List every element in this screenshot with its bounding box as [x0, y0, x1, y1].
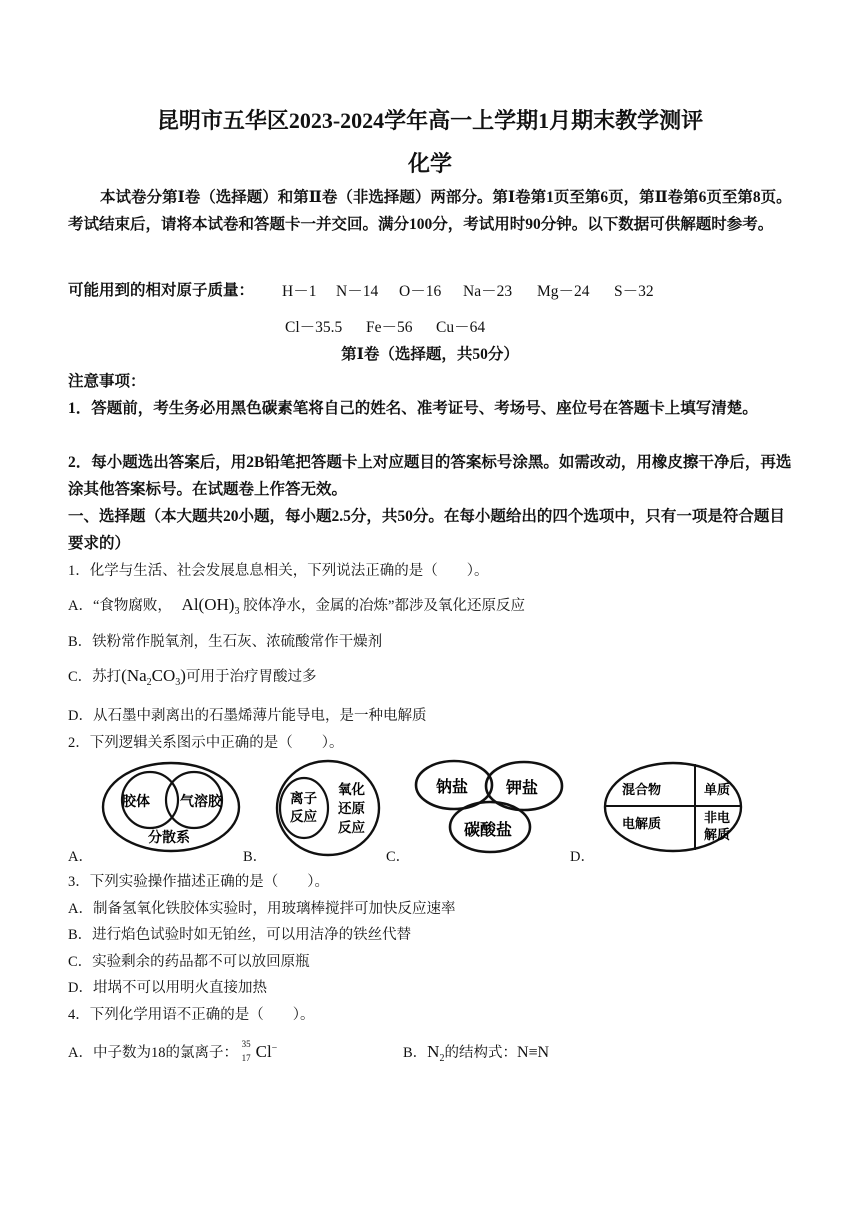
atomic-mass-fe: Fe－56	[366, 319, 413, 336]
atomic-mass-na: Na－23	[463, 283, 513, 300]
q1-c-formula-mid: CO	[151, 666, 176, 685]
diagram-d-bottom-right-line1: 非电	[704, 811, 731, 826]
diagram-a-right-label: 气溶胶	[180, 794, 222, 810]
note-2: 2．每小题选出答案后，用2B铅笔把答题卡上对应题目的答案标号涂黑。如需改动，用橡皮擦干净后，再选涂其他答案标号。在试题卷上作答无效。	[68, 454, 792, 498]
q4-a-isotope-numbers	[241, 1038, 256, 1064]
q3-stem: 3．下列实验操作描述正确的是（ ）。	[68, 874, 329, 890]
diagram-b-outer-line2: 还原	[338, 801, 365, 817]
q1-option-b: B．铁粉常作脱氧剂，生石灰、浓硫酸常作干燥剂	[68, 634, 383, 650]
note-1: 1．答题前，考生务必用黑色碳素笔将自己的姓名、准考证号、考场号、座位号在答题卡上填写清楚。	[68, 400, 758, 417]
intro-paragraph: 本试卷分第Ⅰ卷（选择题）和第Ⅱ卷（非选择题）两部分。第Ⅰ卷第1页至第6页，第Ⅱ卷第6页至第8页。考试结束后，请将本试卷和答题卡一并交回。满分100分，考试用时90分钟。以下数据可供解题时参考。	[68, 189, 792, 233]
q3-option-b: B．进行焰色试验时如无铂丝，可以用洁净的铁丝代替	[68, 927, 412, 943]
q4-a-atomic-number: 17	[241, 1052, 251, 1063]
atomic-mass-n: N－14	[336, 283, 379, 300]
q1-a-formula: Al(OH)	[181, 595, 235, 614]
q2-option-c-label: C．	[386, 849, 411, 865]
diagram-b-inner-line1: 离子	[290, 791, 317, 807]
diagram-d-bottom-left-label: 电解质	[622, 817, 662, 832]
q3-option-a: A．制备氢氧化铁胶体实验时，用玻璃棒搅拌可加快反应速率	[68, 901, 456, 917]
diagram-c-top-left-label: 钠盐	[436, 777, 469, 796]
q4-b-subscript: 2	[439, 1052, 445, 1064]
q1-a-prefix: A．“食物腐败，	[68, 598, 172, 614]
diagram-d	[602, 760, 744, 854]
q1-c-sub2: 3	[175, 676, 181, 688]
diagram-c	[412, 755, 568, 857]
q4-a-charge: −	[271, 1043, 278, 1055]
q2-stem: 2．下列逻辑关系图示中正确的是（ ）。	[68, 735, 344, 751]
section1-heading: 第Ⅰ卷（选择题，共50分）	[341, 346, 519, 363]
q2-option-a-label: A．	[68, 849, 93, 865]
atomic-mass-mg: Mg－24	[537, 283, 590, 300]
diagram-a	[100, 760, 242, 856]
q4-stem: 4．下列化学用语不正确的是（ ）。	[68, 1007, 315, 1023]
exam-title: 昆明市五华区2023-2024学年高一上学期1月期末教学测评	[156, 108, 704, 133]
atomic-mass-cu: Cu－64	[436, 319, 486, 336]
q2-option-b-label: B．	[243, 849, 268, 865]
diagram-b-outer-line1: 氧化	[338, 782, 365, 798]
q4-b-prefix: B．	[403, 1045, 428, 1061]
q1-option-a	[68, 594, 525, 617]
q4-b-middle: 的结构式：	[444, 1045, 517, 1061]
q1-option-d: D．从石墨中剥离出的石墨烯薄片能导电，是一种电解质	[68, 708, 427, 724]
q4-a-prefix: A．中子数为18的氯离子：	[68, 1045, 238, 1061]
q1-c-sub1: 2	[146, 676, 152, 688]
atomic-mass-o: O－16	[399, 283, 442, 300]
diagram-b-inner-line2: 反应	[290, 809, 317, 825]
atomic-mass-cl: Cl－35.5	[285, 319, 343, 336]
diagram-c-bottom-label: 碳酸盐	[464, 820, 513, 839]
diagram-c-top-right-label: 钾盐	[506, 778, 539, 797]
q3-option-c: C．实验剩余的药品都不可以放回原瓶	[68, 954, 310, 970]
q4-option-a	[68, 1038, 278, 1064]
diagram-b-inner-ellipse	[280, 778, 328, 838]
q1-c-formula-close: )	[180, 666, 186, 685]
diagram-a-left-label: 胶体	[122, 794, 150, 810]
q1-option-c	[68, 665, 316, 688]
part-one-title: 一、选择题（本大题共20小题，每小题2.5分，共50分。在每小题给出的四个选项中，只有一项是符合题目要求的）	[68, 508, 785, 552]
q1-c-suffix: 可用于治疗胃酸过多	[185, 669, 317, 685]
q3-option-d: D．坩埚不可以用明火直接加热	[68, 980, 267, 996]
atomic-mass-h: H－1	[282, 283, 317, 300]
q4-b-structure: N≡N	[516, 1044, 550, 1061]
q4-b-formula: N	[427, 1042, 440, 1061]
diagram-b-outer-line3: 反应	[338, 820, 365, 836]
diagram-a-outer-label: 分散系	[148, 830, 190, 846]
diagram-d-bottom-right-line2: 解质	[704, 828, 731, 843]
subject-title: 化学	[407, 151, 452, 176]
notes-title: 注意事项：	[68, 373, 146, 390]
diagram-d-top-right-label: 单质	[704, 783, 731, 798]
q1-a-suffix: 胶体净水，金属的冶炼”都涉及氧化还原反应	[243, 598, 525, 614]
q4-a-mass-number: 35	[241, 1038, 251, 1049]
diagram-b	[274, 758, 382, 858]
diagram-d-top-left-label: 混合物	[622, 783, 662, 798]
q2-option-d-label: D．	[570, 849, 595, 865]
atomic-mass-label: 可能用到的相对原子质量：	[68, 282, 255, 299]
atomic-mass-s: S－32	[614, 283, 654, 300]
q4-a-symbol: Cl	[255, 1042, 272, 1061]
q1-stem: 1．化学与生活、社会发展息息相关，下列说法正确的是（ ）。	[68, 563, 489, 579]
q1-c-prefix: C．苏打	[68, 669, 122, 685]
q4-option-b	[403, 1041, 549, 1064]
q1-a-subscript: 3	[234, 605, 240, 617]
q1-c-formula-open: (Na	[121, 666, 147, 685]
